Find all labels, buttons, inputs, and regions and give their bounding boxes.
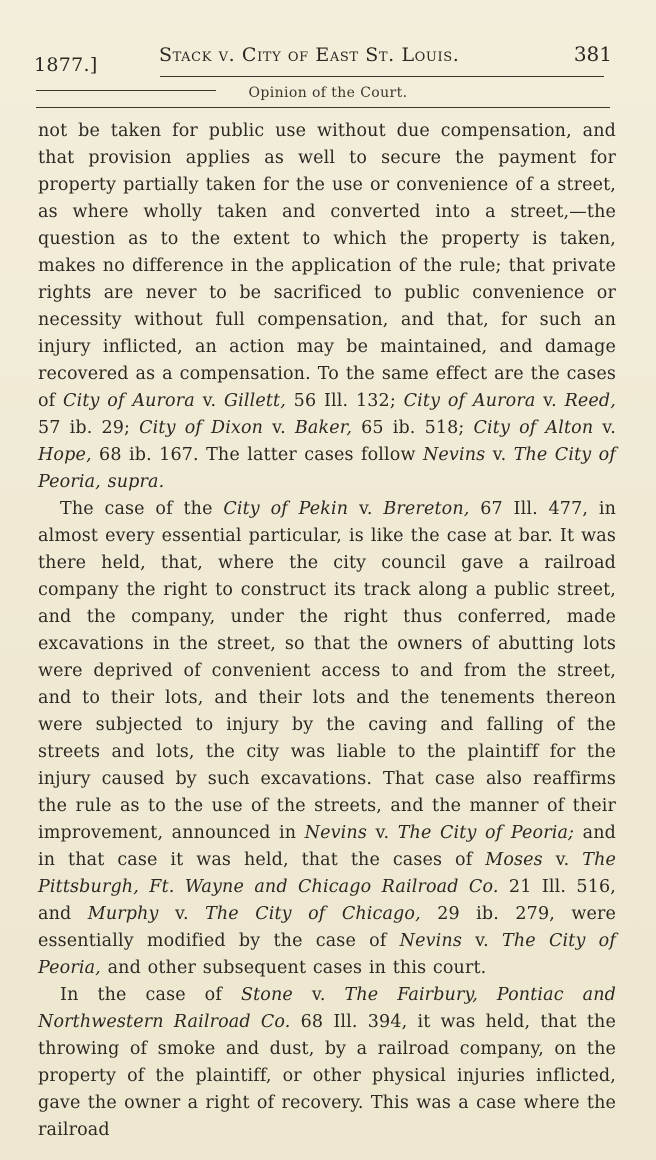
text-run: v. [292, 985, 345, 1005]
text-run: 57 ib. 29; [38, 418, 140, 438]
term-year: 1877.] [34, 54, 98, 76]
case-citation-italic: Nevins [399, 931, 462, 951]
case-title: Stack v. City of East St. Louis. [159, 44, 460, 66]
case-citation-italic: Stone [240, 985, 293, 1005]
case-citation-italic: The City of Peoria; [397, 823, 575, 843]
text-run: In the case of [60, 985, 241, 1005]
text-run: 65 ib. 518; [352, 418, 474, 438]
case-citation-italic: The City of Peoria, [38, 931, 616, 978]
text-run: v. [593, 418, 616, 438]
section-heading: Opinion of the Court. [248, 85, 408, 101]
case-citation-italic: City of Aurora [403, 391, 536, 411]
paragraph-pekin-case [38, 496, 616, 982]
paragraph-continued [38, 118, 616, 496]
case-citation-italic: City of Dixon [139, 418, 264, 438]
text-run: v. [366, 823, 398, 843]
case-citation-italic: Nevins [422, 445, 486, 465]
case-citation-italic: The City of Chicago, [205, 904, 421, 924]
case-citation-italic: The Fairbury, Pontiac and Northwestern Railroad Co. [38, 985, 616, 1032]
text-run: 29 ib. 279, were essentially modified by the case of [38, 904, 616, 951]
header-rule [160, 76, 604, 77]
case-citation-italic: Gillett, [223, 391, 286, 411]
text-run: v. [461, 931, 503, 951]
case-citation-italic: Baker, [294, 418, 353, 438]
case-citation-italic: Reed, [564, 391, 616, 411]
text-run: 67 Ill. 477, in almost every essential particular, is like the case at bar. It was there held, that, where the city council gave a railroad company the right to construct its track along a public street, and the company, under the right thus conferred, made excavations in the street, so that the owners of abutting lots were deprived of convenient access to and from the street, and to their lots, and their lots and the tenements thereon were subjected to injury by the caving and falling of the streets and lots, the city was liable to the plaintiff for the injury caused by such excavations. That case also reaffirms the rule as to the use of the streets, and the manner of their improvement, announced in [38, 499, 617, 843]
text-run: and in that case it was held, that the cases of [38, 823, 616, 870]
text-run: and other subsequent cases in this court. [100, 958, 487, 978]
case-citation-italic: Nevins [304, 823, 367, 843]
case-citation-italic: Hope, [38, 445, 92, 465]
case-citation-italic: Murphy [87, 904, 159, 924]
text-run: v. [194, 391, 224, 411]
opinion-text [38, 118, 616, 1144]
text-run: v. [485, 445, 514, 465]
case-citation-italic: City of Alton [473, 418, 594, 438]
case-citation-italic: Moses [485, 850, 543, 870]
section-rule [36, 107, 610, 108]
case-citation-italic: The Pittsburgh, Ft. Wayne and Chicago Railroad Co. [38, 850, 616, 897]
text-run: v. [535, 391, 565, 411]
text-run: 68 Ill. 394, it was held, that the throwing of smoke and dust, by a railroad company, on the property of the plaintiff, or other physical injuries inflicted, gave the owner a right of recovery. This was a case where the railroad [38, 1012, 616, 1140]
page-number: 381 [573, 42, 612, 66]
text-run: v. [158, 904, 206, 924]
text-run: v. [542, 850, 583, 870]
text-run: 21 Ill. 516, and [38, 877, 616, 924]
text-run: v. [348, 499, 384, 519]
case-citation-italic: City of Aurora [63, 391, 195, 411]
text-run: 68 ib. 167. The latter cases follow [91, 445, 423, 465]
case-citation-italic: Brereton, [383, 499, 470, 519]
text-run: 56 Ill. 132; [285, 391, 404, 411]
case-citation-italic: The City of Peoria, supra. [38, 445, 616, 492]
running-head [34, 38, 612, 78]
paragraph-stone-case [38, 982, 616, 1144]
text-run: v. [263, 418, 295, 438]
case-citation-italic: City of Pekin [223, 499, 349, 519]
text-run: not be taken for public use without due compensation, and that provision applies as well to secure the payment for property partially taken for the use or convenience of a street, as where wholly taken and converted into a street,—the question as to the extent to which the property is taken, makes no difference in the application of the rule; that private rights are never to be sacrificed to public convenience or necessity without full compensation, and that, for such an injury inflicted, an action may be maintained, and damage recovered as a compensation. To the same effect are the cases of [38, 121, 616, 411]
text-run: The case of the [60, 499, 224, 519]
